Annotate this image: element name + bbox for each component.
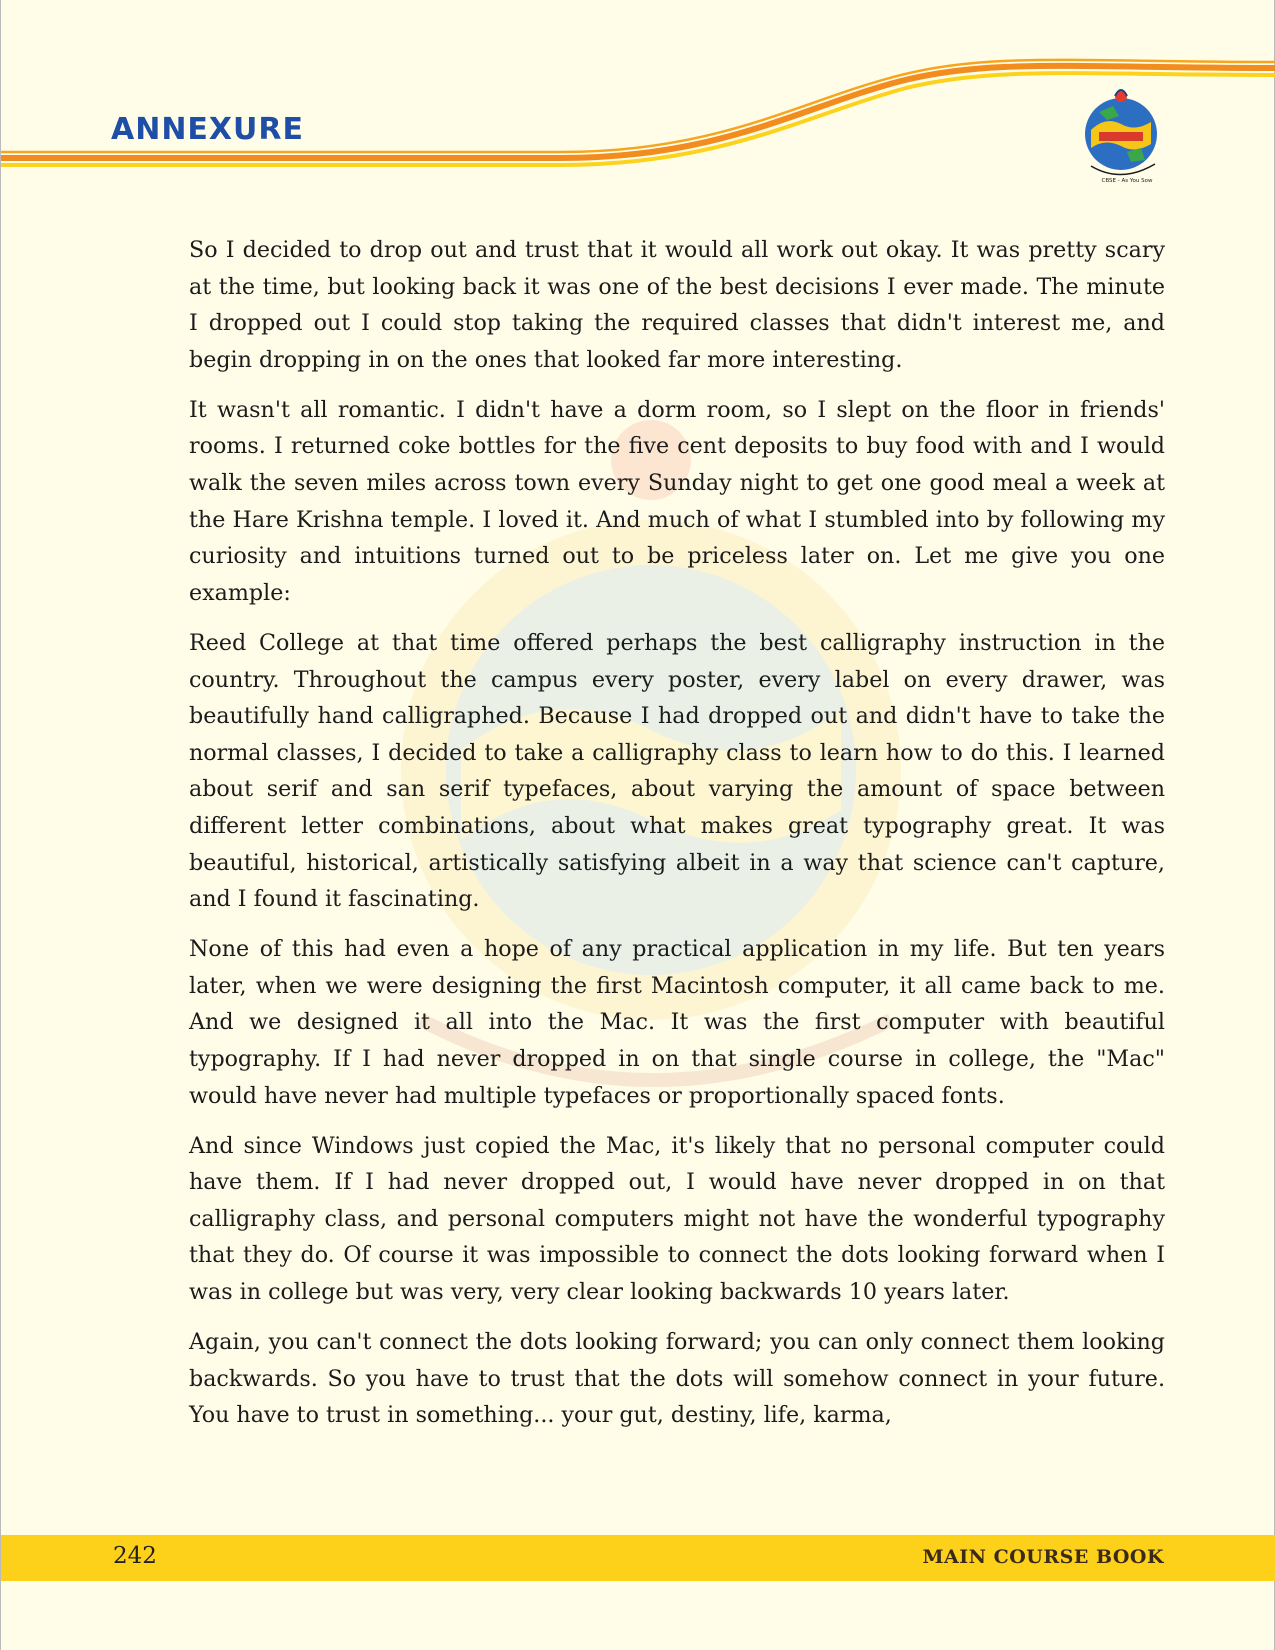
paragraph: It wasn't all romantic. I didn't have a dorm room, so I slept on the floor in friends' rooms. I returned coke bottles for the five cent deposits to buy food with and I would walk the seven miles across town every Sunday night to get one good meal a week at the Hare Krishna temple. I loved it. And much of what I stumbled into by following my curiosity and intuitions turned out to be priceless later on. Let me give you one example: (189, 396, 1165, 606)
paragraph: Again, you can't connect the dots looking forward; you can only connect them looking backwards. So you have to trust that the dots will somehow connect in your future. You have to trust in something... your gut, destiny, life, karma, (189, 1329, 1165, 1429)
logo-motto: CBSE - As You Sow (1101, 178, 1153, 184)
paragraph: And since Windows just copied the Mac, it's likely that no personal computer could have them. If I had never dropped out, I would have never dropped in on that calligraphy class, and personal computers might not have the wonderful typography that they do. Of course it was impossible to connect the dots looking forward when I was in college but was very, very clear looking backwards 10 years later. (189, 1132, 1165, 1306)
cbse-logo (1069, 82, 1179, 192)
paragraph: None of this had even a hope of any practical application in my life. But ten years later, when we were designing the first Macintosh computer, it all came back to me. And we designed it all into the Mac. It was the first computer with beautiful typography. If I had never dropped in on that single course in college, the "Mac" would have never had multiple typefaces or proportionally spaced fonts. (189, 936, 1165, 1109)
paragraph: So I decided to drop out and trust that it would all work out okay. It was pretty scary at the time, but looking back it was one of the best decisions I ever made. The minute I dropped out I could stop taking the required classes that didn't interest me, and begin dropping in on the ones that looked far more interesting. (189, 237, 1165, 373)
paragraph: Reed College at that time offered perhaps the best calligraphy instruction in the country. Throughout the campus every poster, every label on every drawer, was beautifully hand calligraphed. Because I had dropped out and didn't have to take the normal classes, I decided to take a calligraphy class to learn how to do this. I learned about serif and san serif typefaces, about varying the amount of space between different letter combinations, about what makes great typography great. It was beautiful, historical, artistically satisfying albeit in a way that science can't capture, and I found it fascinating. (189, 629, 1165, 913)
body-text (189, 232, 1165, 1447)
section-title: ANNEXURE (111, 112, 305, 147)
book-title: MAIN COURSE BOOK (922, 1546, 1164, 1568)
page-number: 242 (113, 1543, 157, 1569)
